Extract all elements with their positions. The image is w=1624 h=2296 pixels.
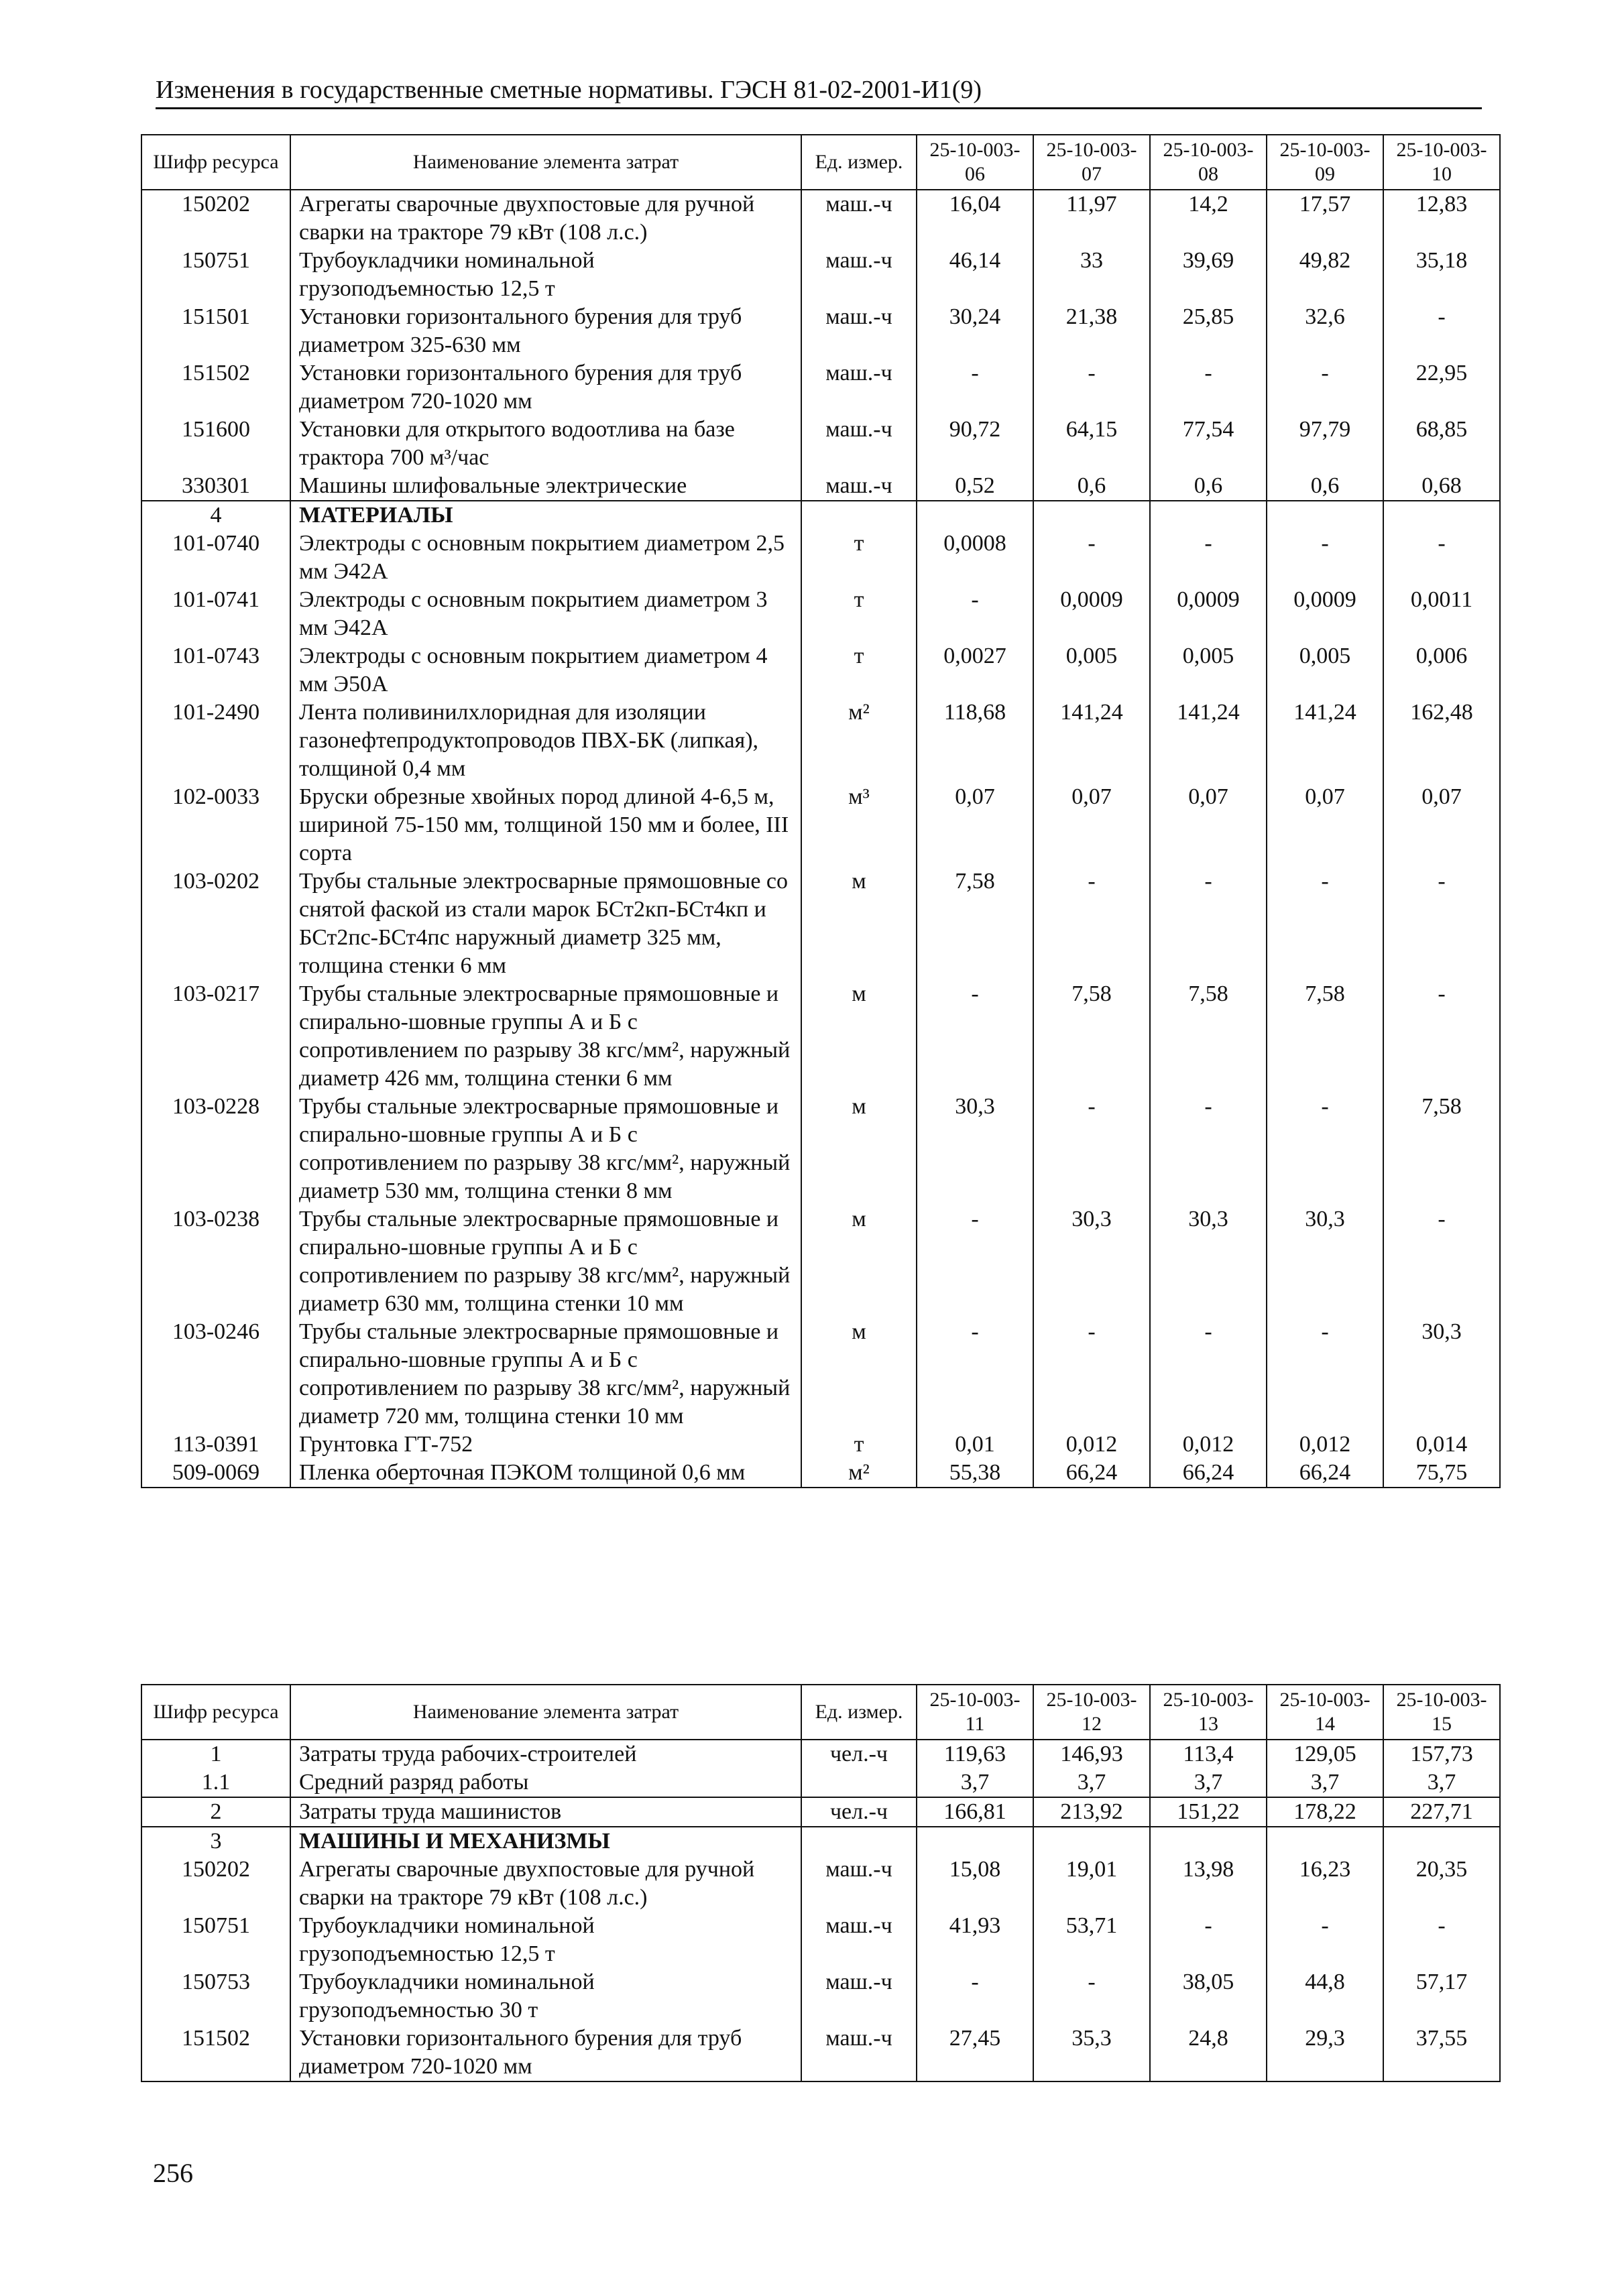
unit-cell: м² [801, 1459, 917, 1488]
table-row [141, 530, 1500, 586]
value-cell: - [917, 586, 1033, 642]
element-name-cell: Машины шлифовальные электрические [290, 472, 801, 501]
element-name-cell: Трубоукладчики номинальной грузоподъемностью 30 т [290, 1968, 801, 2025]
resource-code-cell: 101-0743 [141, 642, 290, 699]
value-cell: - [1383, 303, 1500, 359]
value-cell: - [1383, 980, 1500, 1093]
unit-cell: маш.-ч [801, 303, 917, 359]
column-header-norm: 25-10-003-13 [1150, 1685, 1267, 1740]
column-header-norm: 25-10-003-10 [1383, 135, 1500, 190]
value-cell: 17,57 [1267, 190, 1383, 247]
value-cell: 0,0011 [1383, 586, 1500, 642]
value-cell: 41,93 [917, 1912, 1033, 1968]
value-cell: 27,45 [917, 2025, 1033, 2081]
value-cell: 66,24 [1267, 1459, 1383, 1488]
unit-cell: маш.-ч [801, 1912, 917, 1968]
value-cell: - [1150, 1318, 1267, 1431]
value-cell: - [1267, 530, 1383, 586]
value-cell: 0,07 [1033, 783, 1150, 867]
value-cell: 7,58 [1267, 980, 1383, 1093]
value-cell: - [917, 980, 1033, 1093]
value-cell: 30,3 [1267, 1205, 1383, 1318]
value-cell: 24,8 [1150, 2025, 1267, 2081]
column-header-code: Шифр ресурса [141, 135, 290, 190]
element-name-cell: Установки горизонтального бурения для труб диаметром 720-1020 мм [290, 359, 801, 416]
element-name-cell: Трубы стальные электросварные прямошовные и спирально-шовные группы А и Б с сопротивлением по разрыву 38 кгс/мм², наружный диаметр 630 мм, толщина стенки 10 мм [290, 1205, 801, 1318]
value-cell: 0,005 [1033, 642, 1150, 699]
value-cell: 0,0008 [917, 530, 1033, 586]
table-body [141, 190, 1500, 1488]
value-cell: 15,08 [917, 1856, 1033, 1912]
resource-code-cell: 1 [141, 1740, 290, 1768]
column-header-norm: 25-10-003-14 [1267, 1685, 1383, 1740]
value-cell: 66,24 [1033, 1459, 1150, 1488]
table-row [141, 190, 1500, 247]
value-cell: 0,6 [1033, 472, 1150, 501]
unit-cell: маш.-ч [801, 472, 917, 501]
unit-cell: т [801, 530, 917, 586]
value-cell [1383, 501, 1500, 530]
value-cell: 30,3 [1033, 1205, 1150, 1318]
unit-cell: м³ [801, 783, 917, 867]
column-header-name: Наименование элемента затрат [290, 135, 801, 190]
value-cell [1033, 1827, 1150, 1856]
value-cell: 0,0009 [1150, 586, 1267, 642]
value-cell: 178,22 [1267, 1797, 1383, 1827]
unit-cell: маш.-ч [801, 1856, 917, 1912]
value-cell: 0,012 [1033, 1431, 1150, 1459]
value-cell: 0,52 [917, 472, 1033, 501]
value-cell: - [1267, 1912, 1383, 1968]
column-header-norm: 25-10-003-12 [1033, 1685, 1150, 1740]
table-row [141, 416, 1500, 472]
value-cell: 20,35 [1383, 1856, 1500, 1912]
value-cell: 7,58 [1033, 980, 1150, 1093]
unit-cell: маш.-ч [801, 2025, 917, 2081]
value-cell: - [1150, 359, 1267, 416]
element-name-cell: Установки горизонтального бурения для труб диаметром 325-630 мм [290, 303, 801, 359]
table-row [141, 1431, 1500, 1459]
unit-cell: маш.-ч [801, 359, 917, 416]
value-cell [1267, 1827, 1383, 1856]
resource-code-cell: 101-0741 [141, 586, 290, 642]
value-cell: 46,14 [917, 247, 1033, 303]
value-cell: 113,4 [1150, 1740, 1267, 1768]
value-cell: - [1150, 1093, 1267, 1205]
value-cell: 3,7 [1150, 1768, 1267, 1797]
unit-cell: т [801, 642, 917, 699]
value-cell [1150, 501, 1267, 530]
element-name-cell: Установки для открытого водоотлива на базе трактора 700 м³/час [290, 416, 801, 472]
element-name-cell: Трубы стальные электросварные прямошовные и спирально-шовные группы А и Б с сопротивлением по разрыву 38 кгс/мм², наружный диаметр 530 мм, толщина стенки 8 мм [290, 1093, 801, 1205]
element-name-cell: МАШИНЫ И МЕХАНИЗМЫ [290, 1827, 801, 1856]
value-cell: 3,7 [1267, 1768, 1383, 1797]
table-row [141, 1968, 1500, 2025]
element-name-cell: Установки горизонтального бурения для труб диаметром 720-1020 мм [290, 2025, 801, 2081]
value-cell [1267, 501, 1383, 530]
unit-cell: маш.-ч [801, 416, 917, 472]
resource-code-cell: 103-0202 [141, 867, 290, 980]
value-cell: 141,24 [1150, 699, 1267, 783]
table-row [141, 359, 1500, 416]
value-cell: 39,69 [1150, 247, 1267, 303]
unit-cell: т [801, 586, 917, 642]
table-row [141, 783, 1500, 867]
value-cell: 30,24 [917, 303, 1033, 359]
value-cell: 0,6 [1150, 472, 1267, 501]
element-name-cell: Пленка оберточная ПЭКОМ толщиной 0,6 мм [290, 1459, 801, 1488]
resource-code-cell: 151502 [141, 2025, 290, 2081]
unit-cell: чел.-ч [801, 1797, 917, 1827]
value-cell: 0,012 [1150, 1431, 1267, 1459]
value-cell: 29,3 [1267, 2025, 1383, 2081]
element-name-cell: Электроды с основным покрытием диаметром 2,5 мм Э42А [290, 530, 801, 586]
value-cell: - [1033, 1318, 1150, 1431]
value-cell: 0,07 [1150, 783, 1267, 867]
resource-code-cell: 3 [141, 1827, 290, 1856]
value-cell: - [1383, 1205, 1500, 1318]
value-cell [1033, 501, 1150, 530]
unit-cell: т [801, 1431, 917, 1459]
unit-cell: м² [801, 699, 917, 783]
value-cell: 44,8 [1267, 1968, 1383, 2025]
unit-cell: м [801, 1093, 917, 1205]
value-cell: - [1033, 1093, 1150, 1205]
column-header-name: Наименование элемента затрат [290, 1685, 801, 1740]
value-cell: - [1150, 867, 1267, 980]
unit-cell: м [801, 1318, 917, 1431]
value-cell: 151,22 [1150, 1797, 1267, 1827]
value-cell: 55,38 [917, 1459, 1033, 1488]
value-cell: 35,3 [1033, 2025, 1150, 2081]
value-cell: - [1150, 530, 1267, 586]
value-cell: 0,014 [1383, 1431, 1500, 1459]
element-name-cell: Агрегаты сварочные двухпостовые для ручной сварки на тракторе 79 кВт (108 л.с.) [290, 1856, 801, 1912]
value-cell: 33 [1033, 247, 1150, 303]
unit-cell: маш.-ч [801, 190, 917, 247]
value-cell: 49,82 [1267, 247, 1383, 303]
value-cell: - [917, 1968, 1033, 2025]
element-name-cell: Затраты труда машинистов [290, 1797, 801, 1827]
value-cell: - [917, 1318, 1033, 1431]
unit-cell: чел.-ч [801, 1740, 917, 1768]
value-cell: 213,92 [1033, 1797, 1150, 1827]
element-name-cell: Лента поливинилхлоридная для изоляции газонефтепродуктопроводов ПВХ-БК (липкая), толщиной 0,4 мм [290, 699, 801, 783]
resource-code-cell: 103-0217 [141, 980, 290, 1093]
value-cell: 66,24 [1150, 1459, 1267, 1488]
value-cell: 3,7 [917, 1768, 1033, 1797]
value-cell: - [1383, 867, 1500, 980]
column-header-code: Шифр ресурса [141, 1685, 290, 1740]
value-cell: 21,38 [1033, 303, 1150, 359]
table-row [141, 1827, 1500, 1856]
table-row [141, 247, 1500, 303]
column-header-norm: 25-10-003-09 [1267, 135, 1383, 190]
value-cell: 0,012 [1267, 1431, 1383, 1459]
element-name-cell: Бруски обрезные хвойных пород длиной 4-6,5 м, шириной 75-150 мм, толщиной 150 мм и более, III сорта [290, 783, 801, 867]
value-cell: - [1383, 530, 1500, 586]
table-row [141, 1205, 1500, 1318]
table-row [141, 1797, 1500, 1827]
table-row [141, 1912, 1500, 1968]
value-cell: 7,58 [1150, 980, 1267, 1093]
unit-cell [801, 1827, 917, 1856]
value-cell: 75,75 [1383, 1459, 1500, 1488]
resource-code-cell: 150202 [141, 1856, 290, 1912]
table-row [141, 1459, 1500, 1488]
column-header-norm: 25-10-003-07 [1033, 135, 1150, 190]
value-cell: 16,04 [917, 190, 1033, 247]
resource-code-cell: 150751 [141, 1912, 290, 1968]
element-name-cell: Трубоукладчики номинальной грузоподъемностью 12,5 т [290, 1912, 801, 1968]
value-cell: - [1267, 1318, 1383, 1431]
value-cell: 3,7 [1033, 1768, 1150, 1797]
value-cell: 16,23 [1267, 1856, 1383, 1912]
value-cell: 3,7 [1383, 1768, 1500, 1797]
value-cell: 166,81 [917, 1797, 1033, 1827]
value-cell: 227,71 [1383, 1797, 1500, 1827]
value-cell: 0,0009 [1033, 586, 1150, 642]
table-row [141, 472, 1500, 501]
unit-cell: м [801, 867, 917, 980]
value-cell [917, 501, 1033, 530]
element-name-cell: Затраты труда рабочих-строителей [290, 1740, 801, 1768]
resource-code-cell: 151501 [141, 303, 290, 359]
table-row [141, 586, 1500, 642]
table-row [141, 642, 1500, 699]
table-row [141, 303, 1500, 359]
value-cell: - [917, 359, 1033, 416]
value-cell: 0,0009 [1267, 586, 1383, 642]
value-cell [1150, 1827, 1267, 1856]
resource-code-cell: 150751 [141, 247, 290, 303]
column-header-norm: 25-10-003-06 [917, 135, 1033, 190]
element-name-cell: Трубы стальные электросварные прямошовные со снятой фаской из стали марок БСт2кп-БСт4кп и БСт2пс-БСт4пс наружный диаметр 325 мм, толщина стенки 6 мм [290, 867, 801, 980]
value-cell: - [1033, 1968, 1150, 2025]
column-header-norm: 25-10-003-08 [1150, 135, 1267, 190]
value-cell: 90,72 [917, 416, 1033, 472]
resource-code-cell: 2 [141, 1797, 290, 1827]
element-name-cell: Трубы стальные электросварные прямошовные и спирально-шовные группы А и Б с сопротивлением по разрыву 38 кгс/мм², наружный диаметр 720 мм, толщина стенки 10 мм [290, 1318, 801, 1431]
value-cell: 13,98 [1150, 1856, 1267, 1912]
table-row [141, 1093, 1500, 1205]
table-row [141, 501, 1500, 530]
value-cell: - [1267, 359, 1383, 416]
value-cell: 0,07 [917, 783, 1033, 867]
table-row [141, 2025, 1500, 2081]
value-cell: - [1267, 1093, 1383, 1205]
value-cell: 12,83 [1383, 190, 1500, 247]
value-cell: 25,85 [1150, 303, 1267, 359]
element-name-cell: Средний разряд работы [290, 1768, 801, 1797]
value-cell: 53,71 [1033, 1912, 1150, 1968]
value-cell: 37,55 [1383, 2025, 1500, 2081]
value-cell: 11,97 [1033, 190, 1150, 247]
unit-cell: маш.-ч [801, 247, 917, 303]
element-name-cell: МАТЕРИАЛЫ [290, 501, 801, 530]
element-name-cell: Трубы стальные электросварные прямошовные и спирально-шовные группы А и Б с сопротивлением по разрыву 38 кгс/мм², наружный диаметр 426 мм, толщина стенки 6 мм [290, 980, 801, 1093]
value-cell: 0,68 [1383, 472, 1500, 501]
value-cell: 141,24 [1033, 699, 1150, 783]
resource-code-cell: 113-0391 [141, 1431, 290, 1459]
unit-cell: м [801, 980, 917, 1093]
element-name-cell: Трубоукладчики номинальной грузоподъемностью 12,5 т [290, 247, 801, 303]
page-number: 256 [153, 2158, 193, 2188]
value-cell: 30,3 [1150, 1205, 1267, 1318]
resource-code-cell: 102-0033 [141, 783, 290, 867]
element-name-cell: Электроды с основным покрытием диаметром 4 мм Э50А [290, 642, 801, 699]
value-cell: 77,54 [1150, 416, 1267, 472]
resource-code-cell: 150202 [141, 190, 290, 247]
table-row [141, 1740, 1500, 1768]
unit-cell [801, 501, 917, 530]
value-cell: 35,18 [1383, 247, 1500, 303]
value-cell: 57,17 [1383, 1968, 1500, 2025]
value-cell: 19,01 [1033, 1856, 1150, 1912]
value-cell: - [1383, 1912, 1500, 1968]
value-cell: - [1150, 1912, 1267, 1968]
value-cell: 0,07 [1383, 783, 1500, 867]
resource-code-cell: 103-0246 [141, 1318, 290, 1431]
resource-code-cell: 4 [141, 501, 290, 530]
column-header-norm: 25-10-003-11 [917, 1685, 1033, 1740]
value-cell: - [1267, 867, 1383, 980]
value-cell: 22,95 [1383, 359, 1500, 416]
table-row [141, 867, 1500, 980]
value-cell: 0,07 [1267, 783, 1383, 867]
unit-cell [801, 1768, 917, 1797]
table-row [141, 1856, 1500, 1912]
value-cell: - [1033, 530, 1150, 586]
table-header-row [141, 1685, 1500, 1740]
value-cell: 162,48 [1383, 699, 1500, 783]
resource-code-cell: 103-0228 [141, 1093, 290, 1205]
unit-cell: маш.-ч [801, 1968, 917, 2025]
value-cell: 64,15 [1033, 416, 1150, 472]
resource-code-cell: 151600 [141, 416, 290, 472]
table-row [141, 1768, 1500, 1797]
resource-table-1 [141, 134, 1501, 1488]
column-header-unit: Ед. измер. [801, 1685, 917, 1740]
value-cell: - [1033, 359, 1150, 416]
resource-table-2 [141, 1684, 1501, 2082]
value-cell: 14,2 [1150, 190, 1267, 247]
value-cell [917, 1827, 1033, 1856]
column-header-unit: Ед. измер. [801, 135, 917, 190]
value-cell: 157,73 [1383, 1740, 1500, 1768]
value-cell: 68,85 [1383, 416, 1500, 472]
table-row [141, 699, 1500, 783]
value-cell: 7,58 [1383, 1093, 1500, 1205]
value-cell: 141,24 [1267, 699, 1383, 783]
resource-code-cell: 101-2490 [141, 699, 290, 783]
value-cell: 0,005 [1267, 642, 1383, 699]
resource-code-cell: 1.1 [141, 1768, 290, 1797]
table-header-row [141, 135, 1500, 190]
value-cell: 0,6 [1267, 472, 1383, 501]
table-body [141, 1740, 1500, 2081]
value-cell: 30,3 [1383, 1318, 1500, 1431]
page-header-title: Изменения в государственные сметные нормативы. ГЭСН 81-02-2001-И1(9) [156, 75, 1482, 109]
resource-code-cell: 101-0740 [141, 530, 290, 586]
resource-code-cell: 330301 [141, 472, 290, 501]
value-cell [1383, 1827, 1500, 1856]
value-cell: 0,0027 [917, 642, 1033, 699]
resource-code-cell: 509-0069 [141, 1459, 290, 1488]
element-name-cell: Грунтовка ГТ-752 [290, 1431, 801, 1459]
value-cell: 97,79 [1267, 416, 1383, 472]
value-cell: 118,68 [917, 699, 1033, 783]
resource-code-cell: 103-0238 [141, 1205, 290, 1318]
value-cell: 7,58 [917, 867, 1033, 980]
column-header-norm: 25-10-003-15 [1383, 1685, 1500, 1740]
value-cell: 129,05 [1267, 1740, 1383, 1768]
element-name-cell: Электроды с основным покрытием диаметром 3 мм Э42А [290, 586, 801, 642]
value-cell: 119,63 [917, 1740, 1033, 1768]
value-cell: 0,01 [917, 1431, 1033, 1459]
value-cell: 0,005 [1150, 642, 1267, 699]
resource-code-cell: 151502 [141, 359, 290, 416]
value-cell: 146,93 [1033, 1740, 1150, 1768]
value-cell: 30,3 [917, 1093, 1033, 1205]
element-name-cell: Агрегаты сварочные двухпостовые для ручной сварки на тракторе 79 кВт (108 л.с.) [290, 190, 801, 247]
value-cell: - [917, 1205, 1033, 1318]
value-cell: 0,006 [1383, 642, 1500, 699]
unit-cell: м [801, 1205, 917, 1318]
table-row [141, 980, 1500, 1093]
value-cell: 38,05 [1150, 1968, 1267, 2025]
table-row [141, 1318, 1500, 1431]
value-cell: 32,6 [1267, 303, 1383, 359]
resource-code-cell: 150753 [141, 1968, 290, 2025]
value-cell: - [1033, 867, 1150, 980]
